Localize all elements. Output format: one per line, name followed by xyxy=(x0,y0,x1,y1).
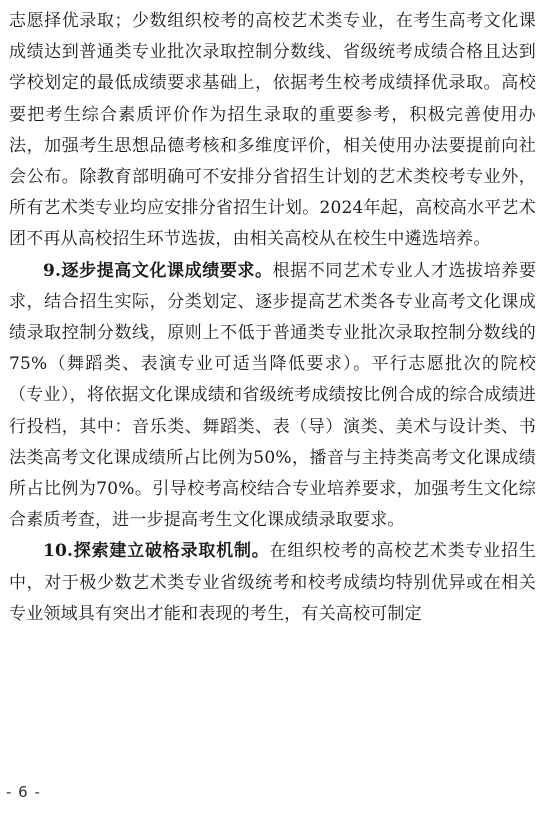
section-9-heading: 9.逐步提高文化课成绩要求。 xyxy=(43,260,273,281)
paragraph-2-text: 根据不同艺术专业人才选拔培养要求，结合招生实际，分类划定、逐步提高艺术类各专业高考文化课成绩录取控制分数线，原则上不低于普通类专业批次录取控制分数线的75%（舞蹈类、表演专业可适当降低要求）。平行志愿批次的院校（专业），将依据文化课成绩和省级统考成绩按比例合成的综合成绩进行投档，其中：音乐类、舞蹈类、表（导）演类、美术与设计类、书法类高考文化课成绩所占比例为50%，播音与主持类高考文化课成绩所占比例为70%。引导校考高校结合专业培养要求，加强考生文化综合素质考查，进一步提高考生文化课成绩录取要求。 xyxy=(9,260,537,531)
paragraph-1-text: 志愿择优录取；少数组织校考的高校艺术类专业，在考生高考文化课成绩达到普通类专业批次录取控制分数线、省级统考成绩合格且达到学校划定的最低成绩要求基础上，依据考生校考成绩择优录取。高校要把考生综合素质评价作为招生录取的重要参考，积极完善使用办法，加强考生思想品德考核和多维度评价，相关使用办法要提前向社会公布。除教育部明确可不安排分省招生计划的艺术类校考专业外，所有艺术类专业均应安排分省招生计划。2024年起，高校高水平艺术团不再从高校招生环节选拔，由相关高校从在校生中遴选培养。 xyxy=(9,11,536,250)
paragraph-3 xyxy=(9,536,536,630)
paragraph-2 xyxy=(9,256,536,537)
paragraph-3-text: 在组织校考的高校艺术类专业招生中，对于极少数艺术类专业省级统考和校考成绩均特别优异或在相关专业领域具有突出才能和表现的考生，有关高校可制定 xyxy=(9,541,536,624)
page-number: - 6 - xyxy=(6,783,41,801)
section-10-heading: 10.探索建立破格录取机制。 xyxy=(43,541,270,562)
paragraph-1 xyxy=(9,6,536,256)
